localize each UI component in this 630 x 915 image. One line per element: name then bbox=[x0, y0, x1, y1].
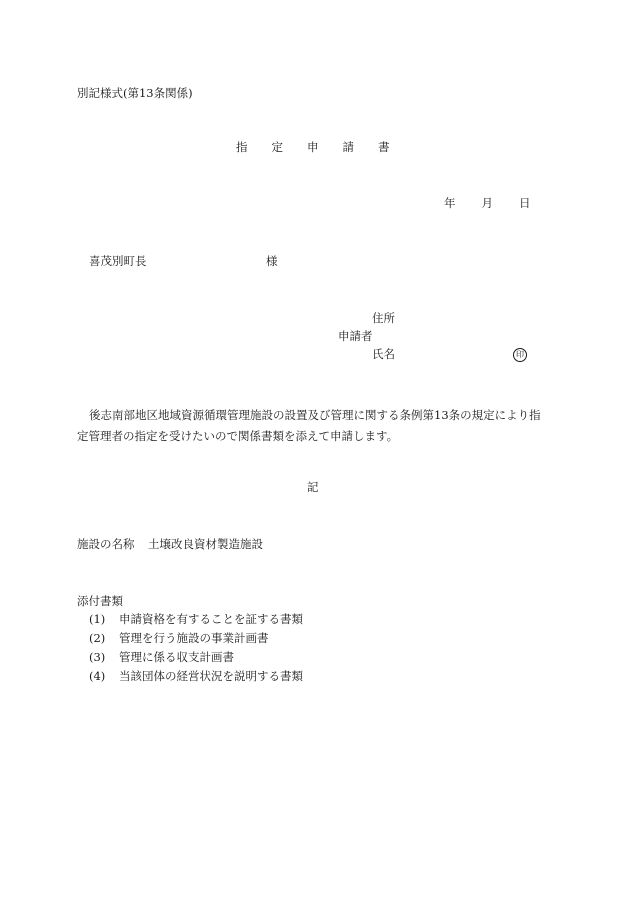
facility-value: 土壌改良資材製造施設 bbox=[148, 537, 263, 551]
attachment-text: 当該団体の経営状況を説明する書類 bbox=[119, 669, 303, 683]
document-title bbox=[236, 142, 390, 154]
address-label: 住所 bbox=[372, 311, 395, 325]
seal-mark: 印 bbox=[513, 348, 527, 362]
date-year: 年 bbox=[444, 196, 456, 210]
recipient-name: 喜茂別町長 bbox=[89, 254, 147, 268]
title-char: 定 bbox=[271, 140, 283, 154]
body-paragraph: 後志南部地区地域資源循環管理施設の設置及び管理に関する条例第13条の規定により指定管理者の指定を受けたいので関係書類を添えて申請します。 bbox=[77, 408, 541, 443]
applicant-role-label: 申請者 bbox=[338, 329, 373, 343]
form-label: 別記様式(第13条関係) bbox=[77, 86, 193, 100]
title-char: 請 bbox=[342, 140, 354, 154]
date-day: 日 bbox=[519, 196, 531, 210]
attachment-num: (1) bbox=[89, 612, 106, 626]
attachment-text: 申請資格を有することを証する書類 bbox=[119, 612, 303, 626]
attachment-num: (4) bbox=[89, 669, 106, 683]
title-char: 申 bbox=[307, 140, 319, 154]
title-char: 指 bbox=[236, 140, 248, 154]
attachment-num: (3) bbox=[89, 650, 106, 664]
attachment-text: 管理に係る収支計画書 bbox=[119, 650, 234, 664]
attachment-text: 管理を行う施設の事業計画書 bbox=[119, 631, 269, 645]
attachment-num: (2) bbox=[89, 631, 106, 645]
name-label: 氏名 bbox=[372, 347, 395, 361]
facility-label: 施設の名称 bbox=[77, 537, 135, 551]
recipient-honorific: 様 bbox=[266, 254, 278, 268]
date-month: 月 bbox=[481, 196, 493, 210]
attachments-heading: 添付書類 bbox=[77, 594, 123, 608]
ki-heading: 記 bbox=[307, 480, 319, 494]
title-char: 書 bbox=[378, 140, 390, 154]
date-line bbox=[444, 198, 531, 210]
